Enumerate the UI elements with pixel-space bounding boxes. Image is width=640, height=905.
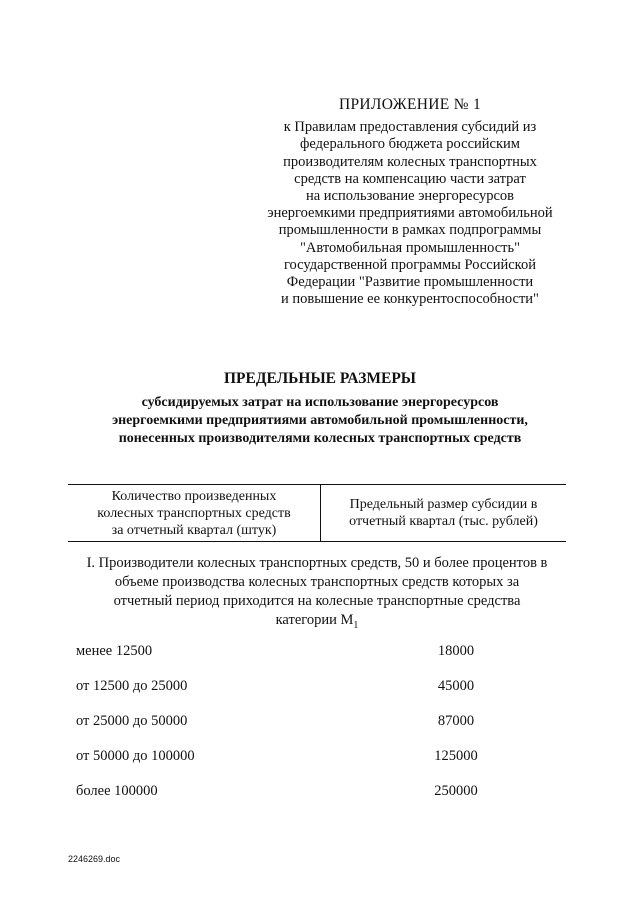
document-subtitle	[0, 394, 640, 448]
table-row	[76, 678, 566, 698]
appendix-line: государственной программы Российской	[283, 256, 537, 273]
row-value: 125000	[434, 748, 478, 764]
row-range: от 50000 до 100000	[76, 748, 195, 764]
appendix-line: Федерации "Развитие промышленности	[286, 274, 534, 291]
row-value: 18000	[437, 643, 475, 659]
appendix-line: к Правилам предоставления субсидий из	[283, 119, 537, 136]
row-range: от 25000 до 50000	[76, 713, 188, 729]
table-row	[76, 783, 566, 803]
row-range: менее 12500	[76, 643, 153, 659]
row-range: от 12500 до 25000	[76, 678, 188, 694]
header-subsidy-limit	[321, 485, 566, 541]
section-line: отчетный период приходится на колесные транспортные средства	[113, 593, 521, 609]
row-value: 45000	[437, 678, 475, 694]
appendix-line: "Автомобильная промышленность"	[299, 239, 521, 256]
subtitle-line: энергоемкими предприятиями автомобильной промышленности,	[112, 413, 528, 428]
header-quantity-line: за отчетный квартал (штук)	[111, 522, 277, 538]
header-quantity-line: колесных транспортных средств	[97, 505, 291, 521]
header-subsidy-line: отчетный квартал (тыс. рублей)	[349, 514, 538, 529]
appendix-line: и повышение ее конкурентоспособности"	[281, 291, 539, 308]
header-quantity	[68, 485, 321, 541]
table-row	[76, 748, 566, 768]
header-quantity-line: Количество произведенных	[111, 488, 277, 504]
appendix-heading: ПРИЛОЖЕНИЕ № 1	[338, 96, 482, 113]
subtitle-line: понесенных производителями колесных транспортных средств	[118, 431, 522, 446]
appendix-line: производителям колесных транспортных	[283, 153, 537, 170]
section-line: I. Производители колесных транспортных средств, 50 и более процентов в	[86, 555, 548, 571]
row-value: 250000	[434, 783, 478, 799]
header-subsidy-line: Предельный размер субсидии в	[349, 497, 538, 512]
appendix-line: федерального бюджета российским	[300, 136, 520, 153]
section-line: объеме производства колесных транспортных средств которых за	[114, 574, 520, 590]
category-text: категории M	[275, 612, 354, 628]
table-row	[76, 643, 566, 663]
subtitle-line: субсидируемых затрат на использование энергоресурсов	[141, 395, 499, 410]
table-header	[68, 484, 566, 542]
table-row	[76, 713, 566, 733]
category-subscript: 1	[353, 619, 359, 631]
row-value: 87000	[437, 713, 475, 729]
appendix-line: промышленности в рамках подпрограммы	[278, 222, 542, 239]
appendix-line: на использование энергоресурсов	[305, 188, 515, 205]
footer-doc-id: 2246269.doc	[68, 854, 121, 864]
appendix-line: энергоемкими предприятиями автомобильной	[267, 205, 553, 222]
section-line-category	[68, 611, 566, 635]
section-heading	[68, 554, 566, 635]
appendix-block	[240, 96, 580, 308]
row-range: более 100000	[76, 783, 158, 799]
appendix-line: средств на компенсацию части затрат	[294, 170, 526, 187]
document-title: ПРЕДЕЛЬНЫЕ РАЗМЕРЫ	[223, 370, 417, 387]
